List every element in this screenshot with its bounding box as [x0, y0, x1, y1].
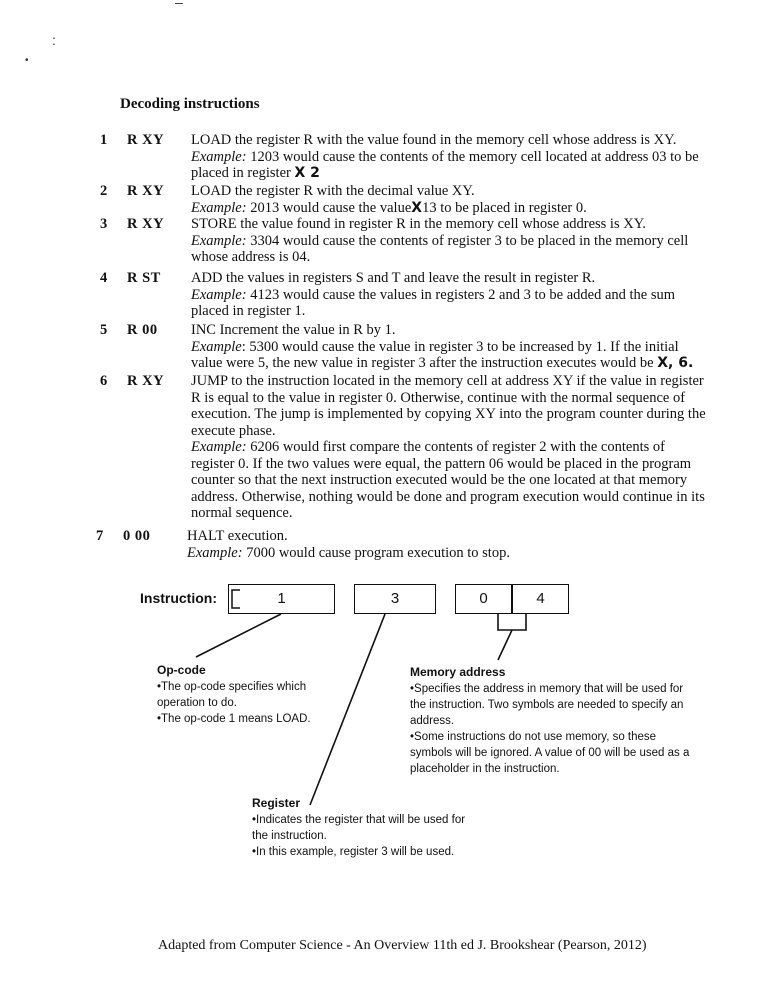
- source-citation: Adapted from Computer Science - An Overview 11th ed J. Brookshear (Pearson, 2012): [158, 938, 647, 953]
- memory-note: Memory address •Specifies the address in memory that will be used for the instruction. Two symbols are needed to specify an address. •Some instructions do not use memory, so these symbols will be ignored. A value of 00 will be used as a placeholder in the instruction.: [410, 665, 690, 775]
- instruction-description: LOAD the register R with the value found in the memory cell whose address is XY. Example: 1203 would cause the contents of the memory cell located at address 03 to be placed in register X 2: [191, 132, 699, 181]
- instruction-description: JUMP to the instruction located in the memory cell at address XY if the value in register R is equal to the value in register 0. Otherwise, continue with the normal sequence of execution. The jump is implemented by copying XY into the program counter during the execute phase. Example: 6206 would first compare the contents of register 2 with the contents of register 0. If the two values were equal, the pattern 06 would be placed in the program counter so that the next instruction executed would be the one located at that memory address. Otherwise, nothing would be done and program execution would continue in its normal sequence.: [191, 373, 706, 521]
- register-note-title: Register: [252, 796, 301, 810]
- instruction-number: 7: [96, 528, 104, 544]
- opcode-bracket: [232, 590, 240, 608]
- memory-note-title: Memory address: [410, 665, 506, 679]
- instruction-description: LOAD the register R with the decimal value XY. Example: 2013 would cause the valueX13 to be placed in register 0.: [191, 183, 587, 216]
- instruction-number: 1: [100, 132, 108, 148]
- opcode-note-title: Op-code: [157, 663, 206, 677]
- instruction-description: STORE the value found in register R in the memory cell whose address is XY. Example: 3304 would cause the contents of register 3 to be placed in the memory cell whose address is 04.: [191, 216, 689, 265]
- memory-value-high: 0: [479, 590, 488, 607]
- instruction-number: 4: [100, 270, 108, 286]
- scan-mark-colon: :: [52, 32, 56, 48]
- memory-bracket: [498, 614, 526, 630]
- instruction-description: INC Increment the value in R by 1. Example: 5300 would cause the value in register 3 to be increased by 1. If the initial value were 5, the new value in register 3 after the instruction executes would be X, 6.: [191, 322, 694, 371]
- instruction-code: 0 00: [123, 528, 151, 544]
- instruction-code: R ST: [127, 270, 161, 286]
- instruction-code: R XY: [127, 373, 165, 389]
- scan-mark-dash: –: [175, 0, 183, 10]
- instruction-code: R XY: [127, 183, 165, 199]
- opcode-value: 1: [277, 590, 286, 607]
- register-note: Register •Indicates the register that will be used for the instruction. •In this example, register 3 will be used.: [252, 796, 466, 858]
- opcode-pointer-line: [196, 614, 281, 657]
- instruction-diagram-label: Instruction:: [140, 590, 217, 606]
- opcode-note: Op-code •The op-code specifies which operation to do. •The op-code 1 means LOAD.: [157, 663, 311, 725]
- instruction-number: 5: [100, 322, 108, 338]
- memory-value-low: 4: [536, 590, 545, 607]
- instruction-number: 6: [100, 373, 108, 389]
- memory-pointer-line: [498, 630, 512, 660]
- instruction-description: HALT execution. Example: 7000 would cause program execution to stop.: [187, 528, 510, 561]
- handwritten-note: X: [411, 199, 423, 216]
- instruction-number: 3: [100, 216, 108, 232]
- register-value: 3: [390, 590, 400, 607]
- instruction-description: ADD the values in registers S and T and leave the result in register R. Example: 4123 would cause the values in registers 2 and 3 to be added and the sum placed in register 1.: [191, 270, 676, 319]
- instruction-number: 2: [100, 183, 108, 199]
- instruction-code: R 00: [127, 322, 158, 338]
- instruction-code: R XY: [127, 132, 165, 148]
- scan-mark-dot: •: [25, 55, 29, 66]
- handwritten-note: X, 6.: [657, 355, 694, 371]
- page-title: Decoding instructions: [120, 96, 260, 112]
- handwritten-note: X 2: [294, 165, 320, 181]
- instruction-code: R XY: [127, 216, 165, 232]
